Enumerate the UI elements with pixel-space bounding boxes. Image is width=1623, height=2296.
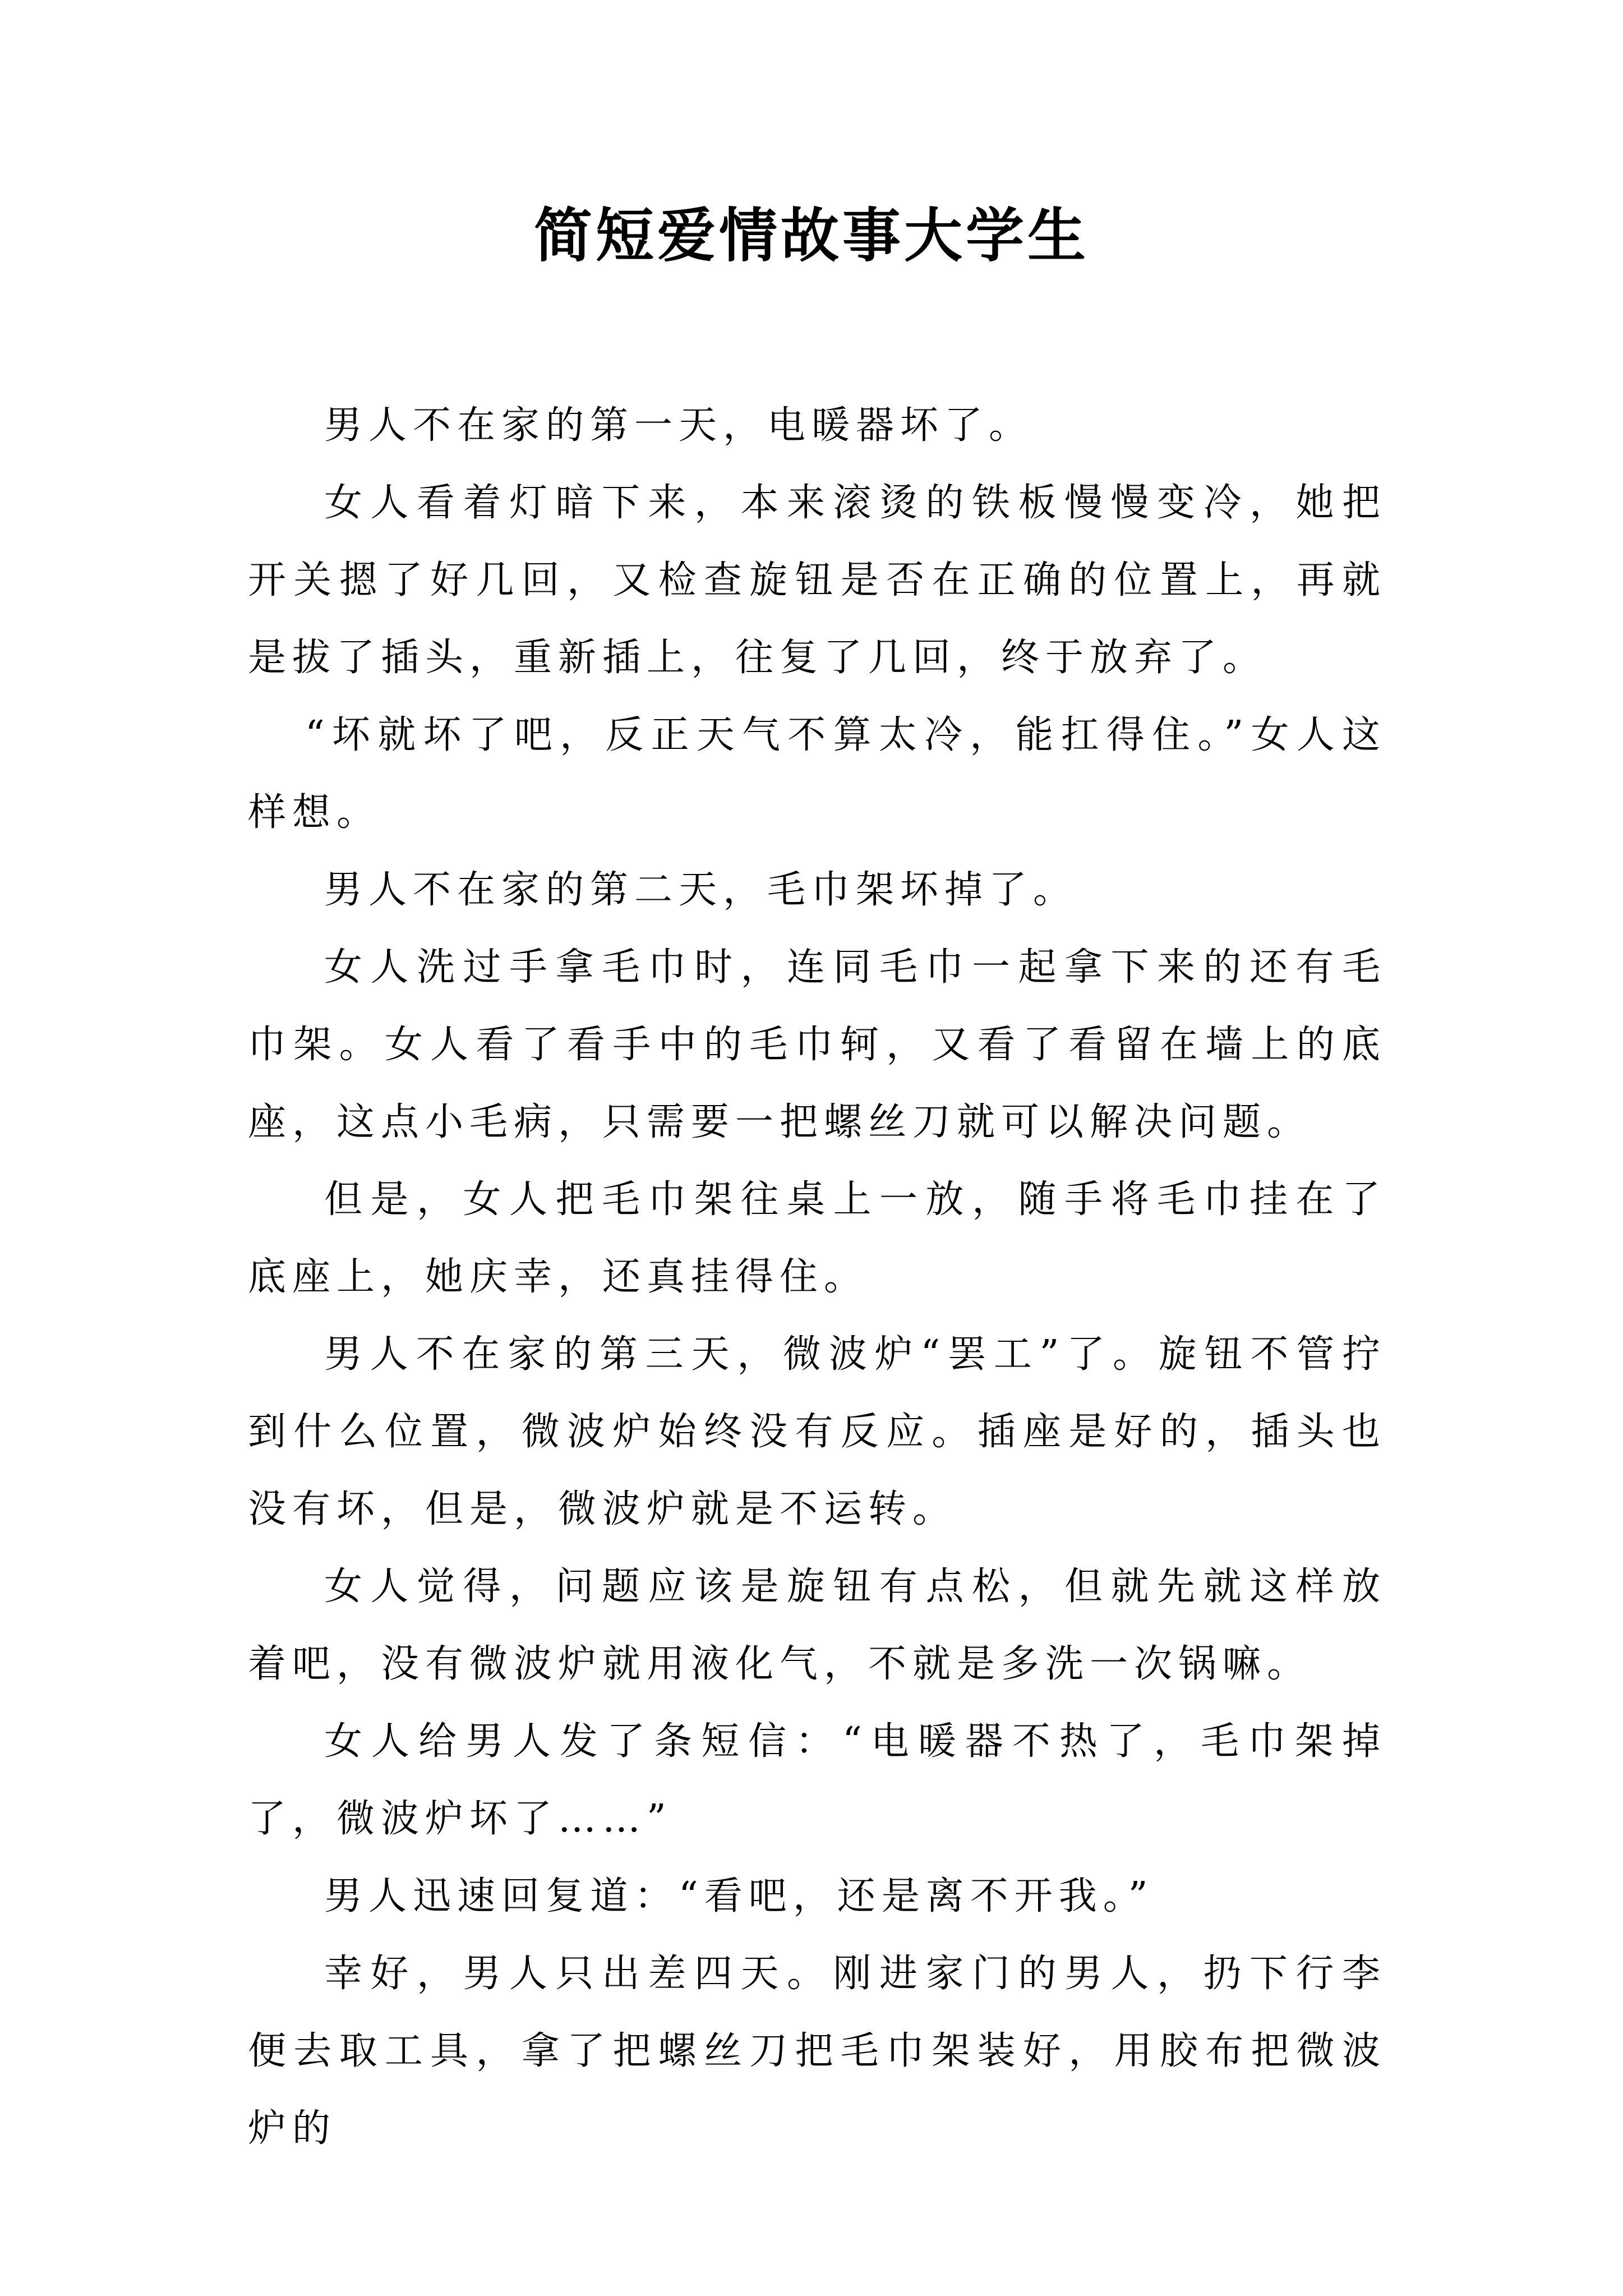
document-body (248, 387, 1386, 2168)
paragraph: 男人迅速回复道：“看吧，还是离不开我。” (324, 1874, 1154, 1918)
paragraph: 男人不在家的第二天，毛巾架坏掉了。 (324, 868, 1078, 912)
paragraph: 但是，女人把毛巾架往桌上一放，随手将毛巾挂在了底座上，她庆幸，还真挂得住。 (248, 1177, 1386, 1299)
paragraph: 男人不在家的第三天，微波炉“罢工”了。旋钮不管拧到什么位置，微波炉始终没有反应。插座是好的，插头也没有坏，但是，微波炉就是不运转。 (248, 1332, 1386, 1531)
paragraph: “坏就坏了吧，反正天气不算太冷，能扛得住。”女人这样想。 (248, 713, 1386, 835)
paragraph: 幸好，男人只出差四天。刚进家门的男人，扔下行李便去取工具，拿了把螺丝刀把毛巾架装好，用胶布把微波炉的 (248, 1952, 1386, 2151)
paragraph: 女人看着灯暗下来，本来滚烫的铁板慢慢变冷，她把开关摁了好几回，又检查旋钮是否在正确的位置上，再就是拔了插头，重新插上，往复了几回，终于放弃了。 (248, 481, 1386, 680)
paragraph: 女人觉得，问题应该是旋钮有点松，但就先就这样放着吧，没有微波炉就用液化气，不就是多洗一次锅嘛。 (248, 1565, 1386, 1686)
document-title: 简短爱情故事大学生 (533, 201, 1089, 270)
paragraph: 男人不在家的第一天，电暖器坏了。 (324, 403, 1034, 448)
paragraph: 女人给男人发了条短信：“电暖器不热了，毛巾架掉了，微波炉坏了……” (248, 1719, 1386, 1841)
paragraph: 女人洗过手拿毛巾时，连同毛巾一起拿下来的还有毛巾架。女人看了看手中的毛巾轲，又看了看留在墙上的底座，这点小毛病，只需要一把螺丝刀就可以解决问题。 (248, 945, 1386, 1144)
